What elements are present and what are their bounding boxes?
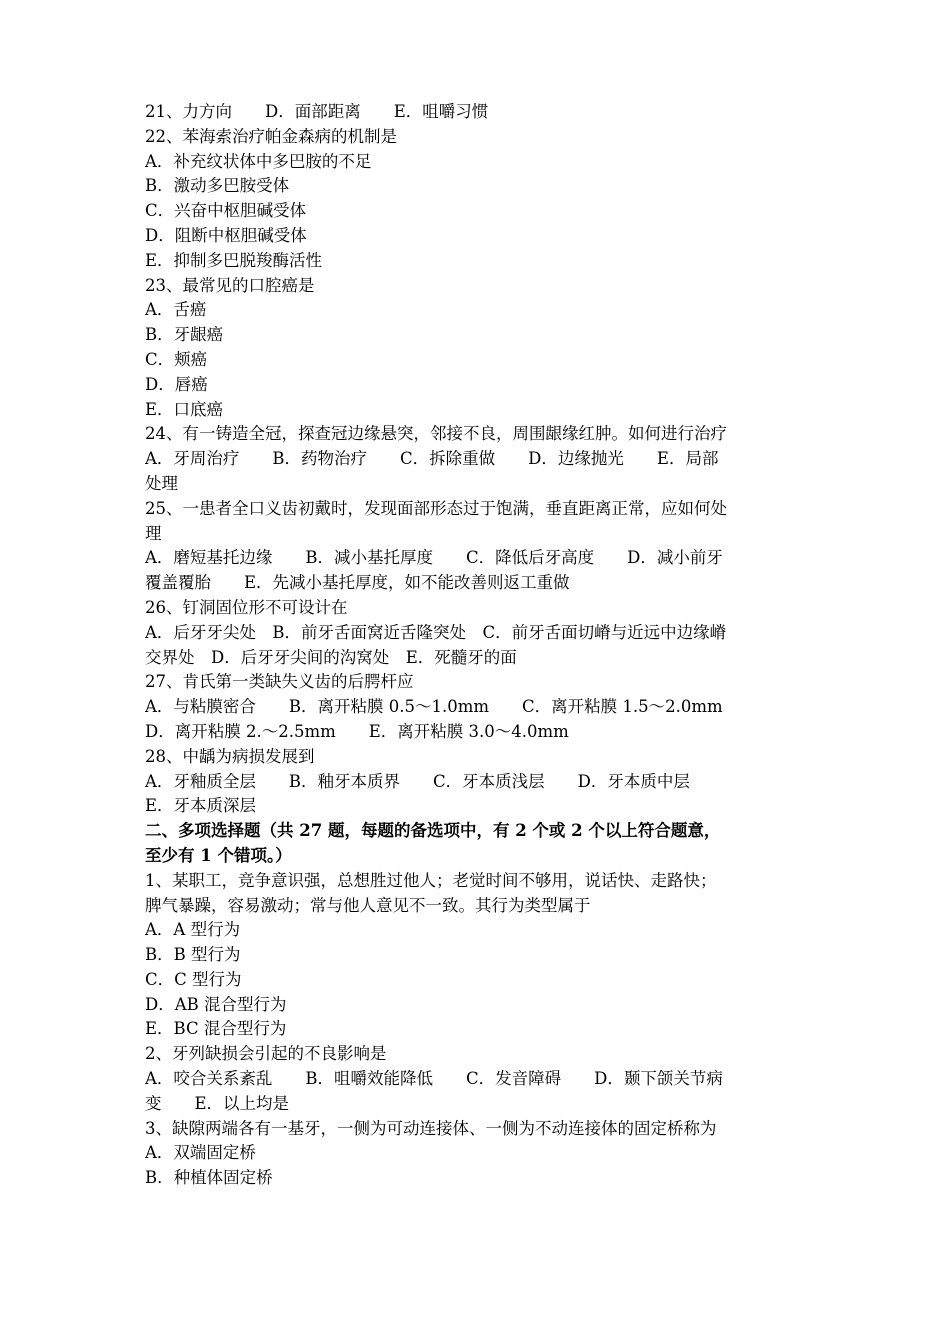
question-22-stem: 22、苯海索治疗帕金森病的机制是 [145, 126, 397, 146]
mq-3-stem: 3、缺隙两端各有一基牙，一侧为可动连接体、一侧为不动连接体的固定桥称为 [145, 1118, 717, 1138]
question-22-option-c: C．兴奋中枢胆碱受体 [145, 201, 307, 221]
question-27-options-cont: D．离开粘膜 2.～2.5mm E．离开粘膜 3.0～4.0mm [145, 721, 569, 741]
question-25-options: A．磨短基托边缘 B．减小基托厚度 C．降低后牙高度 D．减小前牙 [145, 548, 723, 568]
question-24-options: A．牙周治疗 B．药物治疗 C．拆除重做 D．边缘抛光 E．局部 [145, 449, 719, 469]
mq-3-option-a: A．双端固定桥 [145, 1143, 256, 1163]
question-23-option-c: C．颊癌 [145, 349, 208, 369]
mq-2-options: A．咬合关系紊乱 B．咀嚼效能降低 C．发音障碍 D．颞下颌关节病 [145, 1069, 723, 1089]
question-27-options: A．与粘膜密合 B．离开粘膜 0.5～1.0mm C．离开粘膜 1.5～2.0mm [145, 697, 723, 717]
question-28-options: A．牙釉质全层 B．釉牙本质界 C．牙本质浅层 D．牙本质中层 [145, 771, 690, 791]
question-26-stem: 26、钉洞固位形不可设计在 [145, 597, 348, 617]
mq-1-option-d: D．AB 混合型行为 [145, 994, 287, 1014]
mq-1-option-e: E．BC 混合型行为 [145, 1019, 287, 1039]
mq-1-option-a: A．A 型行为 [145, 920, 241, 940]
mq-1-stem: 1、某职工，竞争意识强，总想胜过他人；老觉时间不够用，说话快、走路快； [145, 870, 717, 890]
question-28-options-cont: E．牙本质深层 [145, 796, 257, 816]
question-23-stem: 23、最常见的口腔癌是 [145, 275, 315, 295]
question-21-options-tail: 21、力方向 D．面部距离 E．咀嚼习惯 [145, 102, 489, 121]
question-23-option-a: A．舌癌 [145, 300, 207, 320]
question-22-option-e: E．抑制多巴脱羧酶活性 [145, 250, 323, 270]
question-24-stem: 24、有一铸造全冠，探查冠边缘悬突，邻接不良，周围龈缘红肿。如何进行治疗 [145, 424, 727, 444]
document-page [145, 100, 817, 1191]
question-25-stem: 25、一患者全口义齿初戴时，发现面部形态过于饱满，垂直距离正常，应如何处 [145, 498, 727, 518]
question-23-option-d: D．唇癌 [145, 374, 208, 394]
question-23-option-b: B．牙龈癌 [145, 325, 224, 345]
mq-2-options-cont: 变 E．以上均是 [145, 1093, 290, 1113]
question-24-options-cont: 处理 [145, 473, 178, 493]
question-22-option-a: A．补充纹状体中多巴胺的不足 [145, 151, 372, 171]
question-23-option-e: E．口底癌 [145, 399, 224, 419]
section-2-heading: 二、多项选择题（共 27 题，每题的备选项中，有 2 个或 2 个以上符合题意， [145, 821, 721, 841]
mq-2-stem: 2、牙列缺损会引起的不良影响是 [145, 1044, 387, 1064]
section-2-heading-cont: 至少有 1 个错项。） [145, 845, 292, 865]
question-26-options-cont: 交界处 D．后牙牙尖间的沟窝处 E．死髓牙的面 [145, 647, 517, 667]
question-25-options-cont: 覆盖覆胎 E．先减小基托厚度，如不能改善则返工重做 [145, 573, 570, 593]
mq-1-stem-cont: 脾气暴躁，容易激动；常与他人意见不一致。其行为类型属于 [145, 895, 591, 915]
question-26-options: A．后牙牙尖处 B．前牙舌面窝近舌隆突处 C．前牙舌面切嵴与近远中边缘嵴 [145, 622, 727, 642]
mq-3-option-b: B．种植体固定桥 [145, 1168, 273, 1188]
question-27-stem: 27、肯氏第一类缺失义齿的后腭杆应 [145, 672, 414, 692]
question-25-stem-cont: 理 [145, 523, 162, 543]
question-22-option-d: D．阻断中枢胆碱受体 [145, 225, 307, 245]
question-22-option-b: B．激动多巴胺受体 [145, 176, 290, 196]
mq-1-option-b: B．B 型行为 [145, 945, 241, 965]
mq-1-option-c: C．C 型行为 [145, 969, 242, 989]
question-28-stem: 28、中龋为病损发展到 [145, 746, 315, 766]
